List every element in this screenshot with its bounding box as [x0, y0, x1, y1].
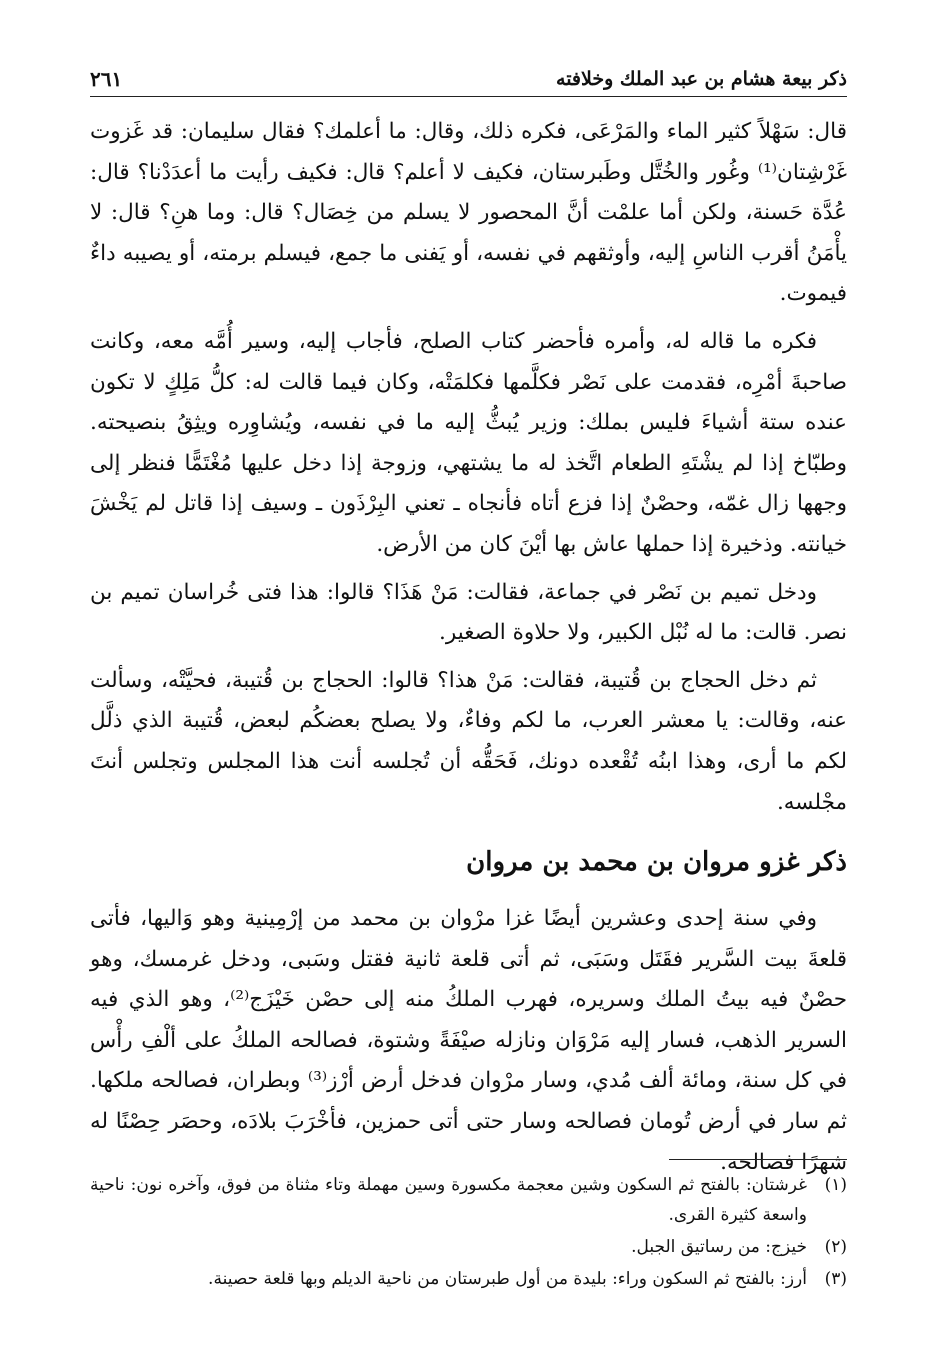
paragraph: ودخل تميم بن نَصْر في جماعة، فقالت: مَنْ هَذَا؟ قالوا: هذا فتى خُراسان تميم بن نصر. قالت: ما له نُبْل الكبير، ولا حلاوة الصغير. [90, 579, 847, 646]
header-title: ذكر بيعة هشام بن عبد الملك وخلافته [556, 68, 847, 90]
footnotes [90, 1170, 847, 1296]
paragraph: وفي سنة إحدى وعشرين أيضًا غزا مرْوان بن محمد من إرْمِينية وهو وَاليها، فأتى قلعةَ بيت السَّرير فقَتَل وسَبَى، ثم أتى قلعة ثانية فقتل وسَبى، ودخل غرمسك، وهو حصْنٌ فيه بيتُ الملك وسريره، فهرب الملكُ منه إلى حصْن خَيْزَج⁽²⁾، وهو الذي فيه السرير الذهب، فسار إليه مَرْوَان ونازله صيْفَةً وشتوة، فصالحه الملكُ على ألْفِ رأْس في كل سنة، ومائة ألف مُدي، وسار مرْوان فدخل أرض أرْز⁽³⁾ وبطران، فصالحه ملكها. ثم سار في أرض تُومان فصالحه وسار حتى أتى حمزين، فأخْرَبَ بلادَه، وحصَر حِصْنًا له شهرًا فصالحه. [90, 906, 847, 1175]
footnote [90, 1170, 847, 1230]
paragraph: ثم دخل الحجاج بن قُتيبة، فقالت: مَنْ هذا؟ قالوا: الحجاج بن قُتيبة، فحيَّتْه، وسألت عنه، وقالت: يا معشر العرب، ما لكم وفاءٌ، ولا يصلح بعضكُم لبعض، قُتيبة الذي ذلَّل لكم ما أرى، وهذا ابنُه تُقْعده دونك، فَحَقُّه أن تُجلسه أنت هذا المجلس وتجلس أنتَ مجْلسه. [90, 667, 847, 815]
footnote-mark: (١) [824, 1175, 847, 1195]
paragraph: قال: سَهْلاً كثير الماء والمَرْعَى، فكره ذلك، وقال: ما أعلمك؟ فقال سليمان: قد غَزوت غَرْشِتان⁽¹⁾ وغُور والخُتَّل وطَبرستان، فكيف لا أعلم؟ قال: فكيف رأيت ما أعدَدْنا؟ قال: عُدَّة حَسنة، ولكن أما علمْت أنَّ المحصور لا يسلم من خِصَال؟ قال: وما هنِ؟ قال: لا يأْمَنُ أقرب الناسِ إليه، وأوثقهم في نفسه، أو يَفنى ما جمع، فيسلم برمته، أو يصيبه داءٌ فيموت. [90, 119, 847, 307]
footnote [90, 1264, 847, 1294]
paragraph: فكره ما قاله له، وأمره فأحضر كتاب الصلح، فأجاب إليه، وسير أُمَّه معه، وكانت صاحبةَ أمْرِه، فقدمت على نَصْر فكلَّمها فكلمَتْه، وكان فيما قالت له: كلُّ مَلِكٍ لا تكون عنده ستة أشياءَ فليس بملك: وزير يُبثُّ إليه ما في نفسه، ويُشاوِره ويثِقُ بنصيحته. وطبّاخ إذا لم يشْتَهِ الطعام اتَّخذ له ما يشتهي، وزوجة إذا دخل عليها مُغْتَمًّا فنظر إلى وجهها زال غمّه، وحصْنٌ إذا فزع أتاه فأنجاه ـ تعني البِرْذَون ـ وسيف إذا قاتل لم يَخْشَ خيانته. وذخيرة إذا حملها عاش بها أيْنَ كان من الأرض. [90, 328, 847, 557]
footnote-divider [669, 1159, 847, 1160]
footnote-mark: (٣) [824, 1269, 847, 1289]
section-heading: ذكر غزو مروان بن محمد بن مروان [466, 847, 847, 878]
footnote-text: غرشتان: بالفتح ثم السكون وشين معجمة مكسورة وسين مهملة وتاء مثناة من فوق، وآخره نون: ناحية واسعة كثيرة القرى. [90, 1175, 807, 1225]
page-number: ٢٦١ [90, 67, 123, 91]
footnote-text: أرز: بالفتح ثم السكون وراء: بليدة من أول طبرستان من ناحية الديلم وبها قلعة حصينة. [208, 1269, 807, 1289]
running-header [90, 62, 847, 97]
main-text [90, 112, 847, 1190]
footnote [90, 1232, 847, 1262]
footnote-text: خيزج: من رساتيق الجبل. [631, 1237, 807, 1257]
footnote-mark: (٢) [824, 1237, 847, 1257]
